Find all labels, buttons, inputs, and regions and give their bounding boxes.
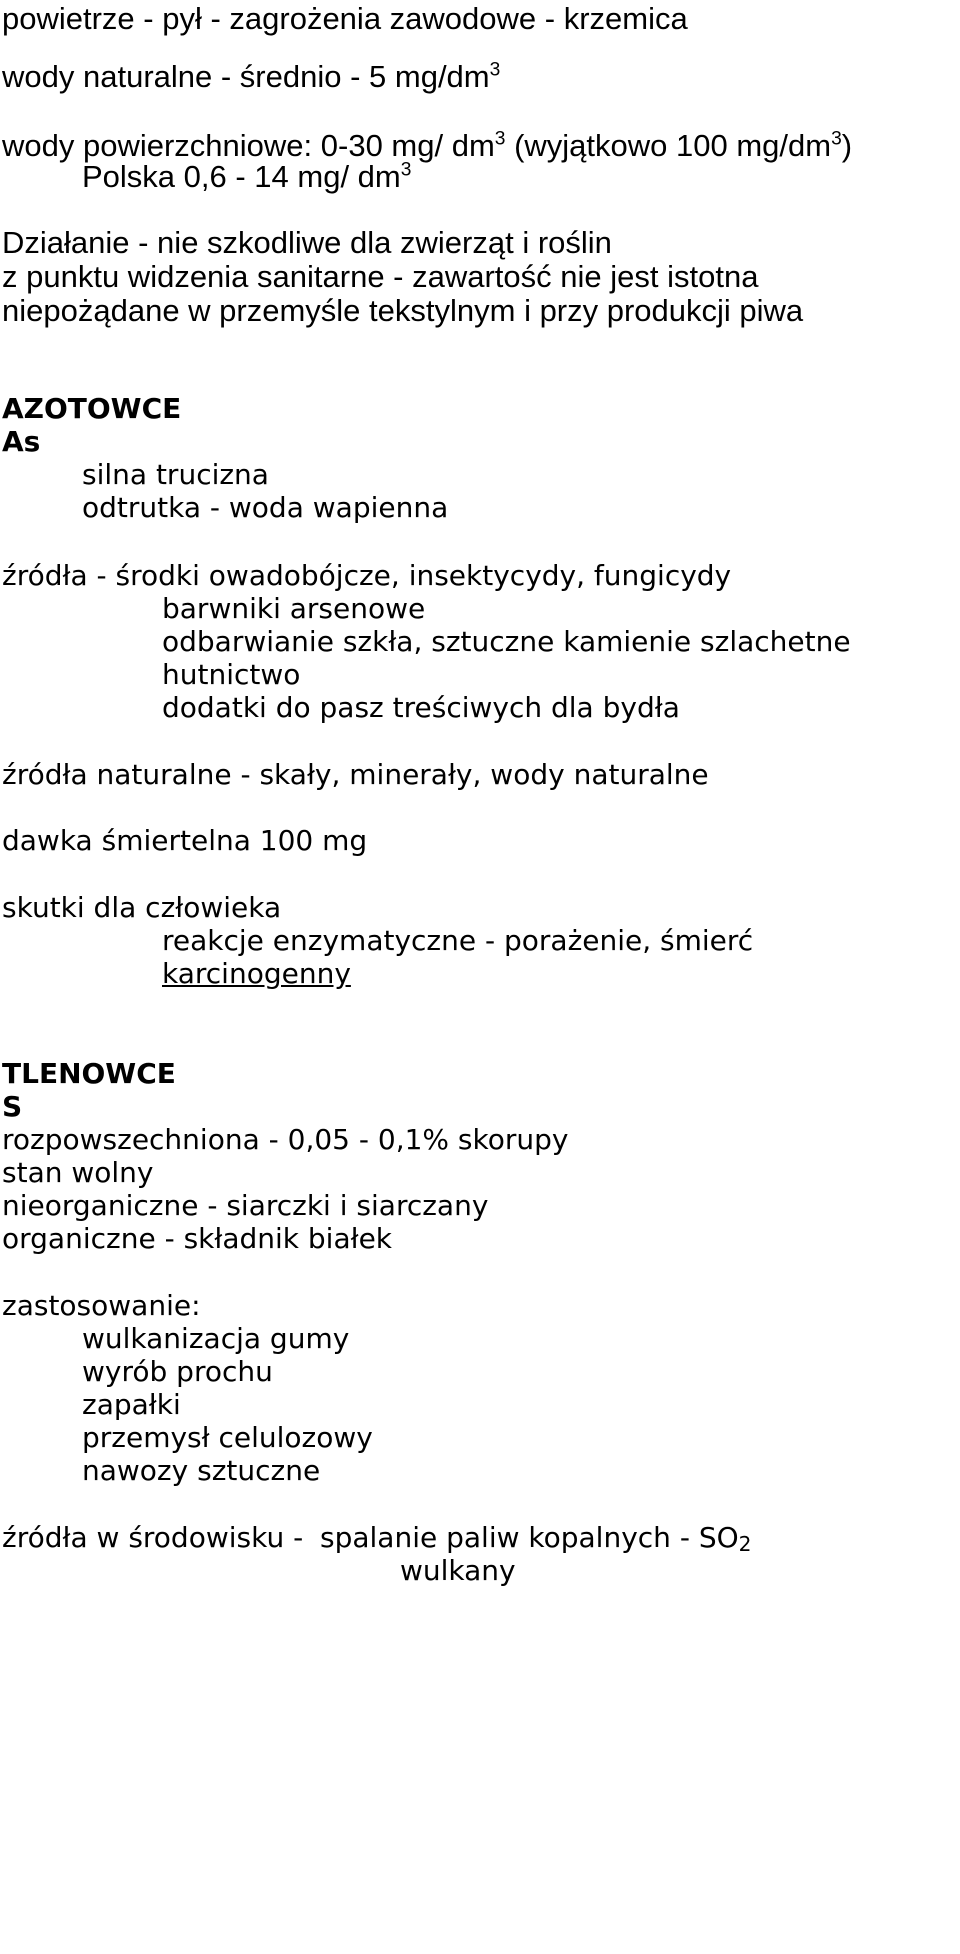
sulfur-env-source-item bbox=[320, 1519, 751, 1557]
sulfur-heading: S bbox=[2, 1090, 23, 1123]
silica-air-line: powietrze - pył - zagrożenia zawodowe - krzemica bbox=[2, 1, 688, 36]
natural-water-line bbox=[2, 58, 500, 96]
sulfur-use-item: zapałki bbox=[82, 1388, 181, 1421]
sulfur-use-item: wulkanizacja gumy bbox=[82, 1322, 350, 1355]
arsenic-effect-item: reakcje enzymatyczne - porażenie, śmierć bbox=[162, 924, 754, 957]
arsenic-natural-sources-line: źródła naturalne - skały, minerały, wody naturalne bbox=[2, 758, 709, 791]
arsenic-antidote-line: odtrutka - woda wapienna bbox=[82, 491, 449, 524]
arsenic-source-item: odbarwianie szkła, sztuczne kamienie szlachetne bbox=[162, 625, 851, 658]
arsenic-poison-line: silna trucizna bbox=[82, 458, 269, 491]
arsenic-sources-line: źródła - środki owadobójcze, insektycydy, fungicydy bbox=[2, 559, 732, 592]
sulfur-info-line: organiczne - składnik białek bbox=[2, 1222, 393, 1255]
silica-effect-line-3: niepożądane w przemyśle tekstylnym i przy produkcji piwa bbox=[2, 293, 804, 328]
arsenic-source-item: barwniki arsenowe bbox=[162, 592, 426, 625]
natural-water-text: wody naturalne - średnio - 5 mg/dm bbox=[2, 59, 490, 94]
sulfur-info-line: nieorganiczne - siarczki i siarczany bbox=[2, 1189, 489, 1222]
arsenic-source-item: hutnictwo bbox=[162, 658, 301, 691]
sulfur-env-sources-label: źródła w środowisku - bbox=[2, 1521, 304, 1554]
poland-line bbox=[82, 158, 411, 196]
arsenic-source-item: dodatki do pasz treściwych dla bydła bbox=[162, 691, 680, 724]
sulfur-env-source-text: spalanie paliw kopalnych - SO bbox=[320, 1521, 739, 1554]
surface-water-exception-exponent: 3 bbox=[831, 128, 842, 150]
surface-water-exponent: 3 bbox=[494, 128, 506, 150]
sulfur-info-line: stan wolny bbox=[2, 1156, 154, 1189]
sulfur-use-item: wyrób prochu bbox=[82, 1355, 273, 1388]
tlenowce-heading: TLENOWCE bbox=[2, 1057, 176, 1090]
sulfur-info-line: rozpowszechniona - 0,05 - 0,1% skorupy bbox=[2, 1123, 569, 1156]
arsenic-lethal-dose-line: dawka śmiertelna 100 mg bbox=[2, 824, 368, 857]
sulfur-use-item: przemysł celulozowy bbox=[82, 1421, 373, 1454]
azotowce-heading: AZOTOWCE bbox=[2, 392, 182, 425]
natural-water-exponent: 3 bbox=[489, 59, 501, 81]
arsenic-effects-label: skutki dla człowieka bbox=[2, 891, 282, 924]
silica-effect-line-1: Działanie - nie szkodliwe dla zwierząt i roślin bbox=[2, 225, 612, 260]
sulfur-use-item: nawozy sztuczne bbox=[82, 1454, 321, 1487]
arsenic-effect-item: karcinogenny bbox=[162, 957, 351, 990]
sulfur-env-source-item: wulkany bbox=[400, 1554, 516, 1587]
poland-text: Polska 0,6 - 14 mg/ dm bbox=[82, 159, 401, 194]
surface-water-exception: (wyjątkowo 100 mg/dm bbox=[505, 128, 832, 163]
sulfur-uses-label: zastosowanie: bbox=[2, 1289, 201, 1322]
poland-exponent: 3 bbox=[400, 159, 412, 181]
silica-effect-line-2: z punktu widzenia sanitarne - zawartość nie jest istotna bbox=[2, 259, 759, 294]
surface-water-text: wody powierzchniowe: 0-30 mg/ dm bbox=[2, 128, 495, 163]
arsenic-heading: As bbox=[2, 425, 41, 458]
surface-water-close-paren: ) bbox=[841, 128, 853, 163]
so2-subscript: 2 bbox=[738, 1531, 752, 1556]
